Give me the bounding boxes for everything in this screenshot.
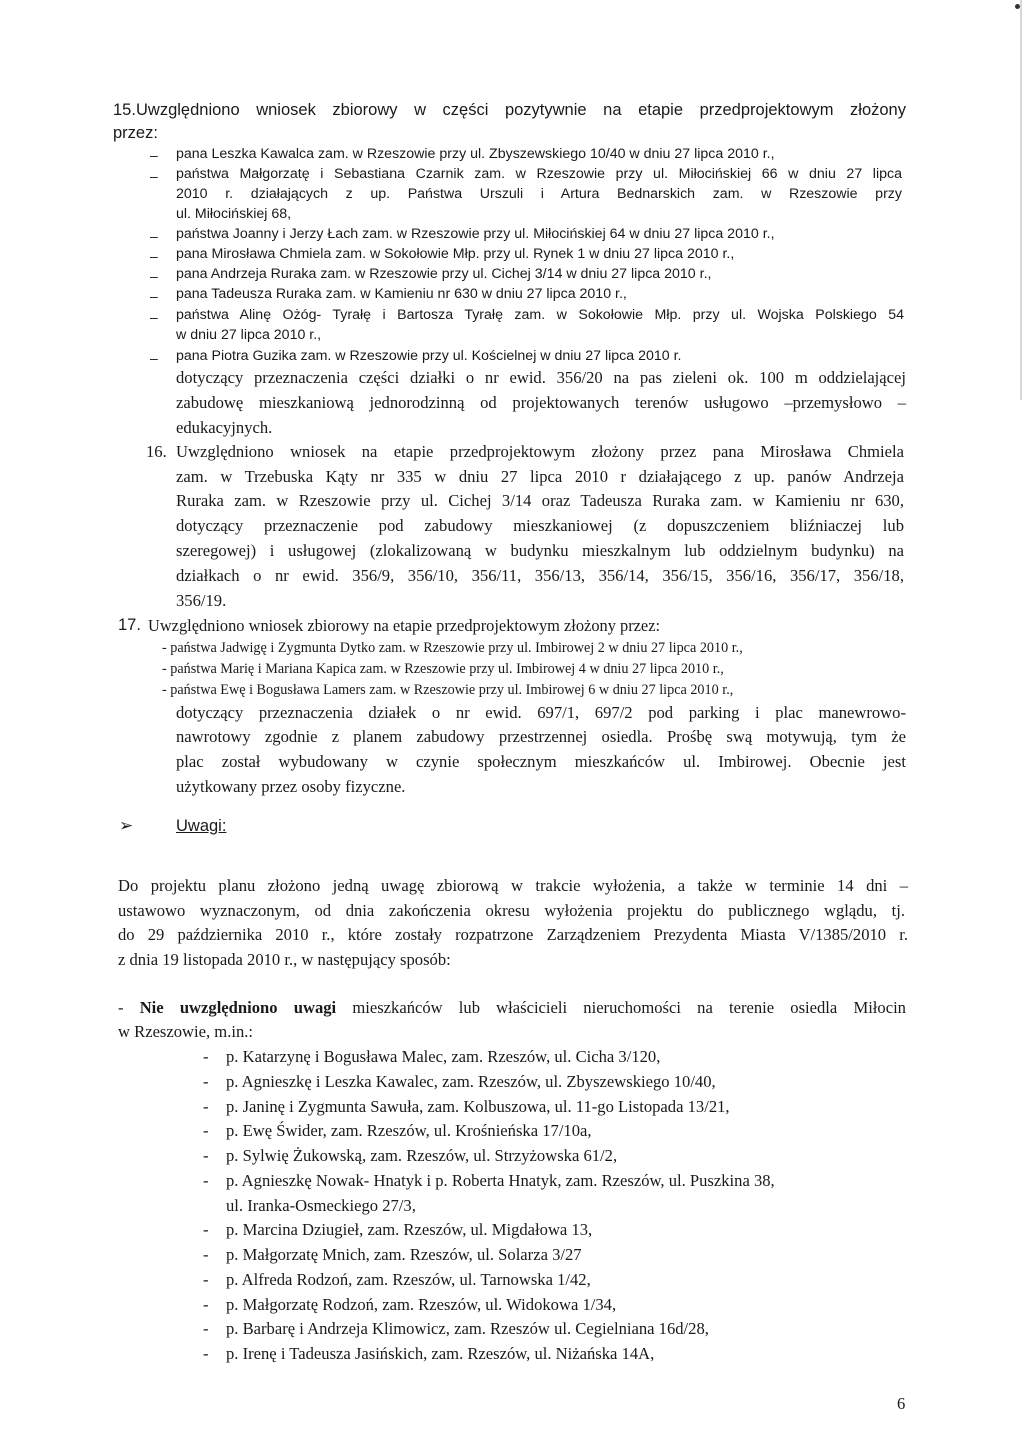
list-item-cont: ul. Miłocińskiej 68,: [176, 206, 292, 222]
list-dash: –: [150, 168, 158, 184]
list-dash: –: [150, 147, 158, 163]
intro-line: do 29 października 2010 r., które zostały rozpatrzone Zarządzeniem Prezydenta Miasta V/1385/2010 r.: [118, 925, 908, 944]
list-item: - państwa Marię i Mariana Kapica zam. w Rzeszowie przy ul. Imbirowej 4 w dniu 27 lipca 2010 r.,: [162, 661, 724, 677]
person-item: p. Agnieszkę Nowak- Hnatyk i p. Roberta Hnatyk, zam. Rzeszów, ul. Puszkina 38,: [226, 1171, 775, 1190]
rejection-bold: Nie uwzględniono uwagi: [139, 998, 337, 1017]
rejection-statement: [118, 998, 906, 1018]
section-17-heading: Uwzględniono wniosek zbiorowy na etapie przedprojektowym złożony przez:: [148, 616, 661, 635]
person-item: p. Janinę i Zygmunta Sawuła, zam. Kolbuszowa, ul. 11-go Listopada 13/21,: [226, 1097, 730, 1116]
person-item: p. Katarzynę i Bogusława Malec, zam. Rzeszów, ul. Cicha 3/120,: [226, 1047, 661, 1066]
section-17-conclusion: użytkowany przez osoby fizyczne.: [176, 777, 406, 796]
page-number: 6: [897, 1394, 906, 1413]
section-15-heading: Uwzględniono wniosek zbiorowy w części pozytywnie na etapie przedprojektowym złożony: [136, 101, 906, 119]
list-dash: -: [203, 1270, 209, 1289]
section-17-conclusion: dotyczący przeznaczenia działek o nr ewid. 697/1, 697/2 pod parking i plac manewrowo-: [176, 703, 906, 722]
section-15-number: 15.: [113, 101, 136, 119]
section-16-line: 356/19.: [176, 591, 227, 610]
person-item: p. Ewę Świder, zam. Rzeszów, ul. Krośnieńska 17/10a,: [226, 1121, 592, 1140]
list-dash: -: [203, 1171, 209, 1190]
list-dash: –: [150, 350, 158, 366]
list-dash: –: [150, 268, 158, 284]
list-dash: -: [203, 1245, 209, 1264]
person-item: p. Barbarę i Andrzeja Klimowicz, zam. Rzeszów ul. Cegielniana 16d/28,: [226, 1319, 709, 1338]
section-15-conclusion: dotyczący przeznaczenia części działki o nr ewid. 356/20 na pas zieleni ok. 100 m oddzielającej: [176, 368, 906, 387]
section-15-conclusion: edukacyjnych.: [176, 418, 273, 437]
section-16-number: 16.: [146, 442, 167, 461]
list-dash: –: [150, 309, 158, 325]
list-dash: -: [203, 1146, 209, 1165]
list-dash: -: [203, 1319, 209, 1338]
section-16-line: dotyczący przeznaczenie pod zabudowy mieszkaniowej (z dopuszczeniem bliźniaczej lub: [176, 516, 904, 535]
person-item: p. Marcina Dziugieł, zam. Rzeszów, ul. Migdałowa 13,: [226, 1220, 593, 1239]
section-16-line: działkach o nr ewid. 356/9, 356/10, 356/11, 356/13, 356/14, 356/15, 356/16, 356/17, 356/18,: [176, 566, 904, 585]
list-dash: –: [150, 288, 158, 304]
list-dash: -: [203, 1344, 209, 1363]
list-dash: -: [203, 1072, 209, 1091]
list-dash: -: [203, 1295, 209, 1314]
list-item: pana Andrzeja Ruraka zam. w Rzeszowie przy ul. Cichej 3/14 w dniu 27 lipca 2010 r.,: [176, 266, 712, 282]
person-item: p. Małgorzatę Rodzoń, zam. Rzeszów, ul. Widokowa 1/34,: [226, 1295, 617, 1314]
person-item: p. Agnieszkę i Leszka Kawalec, zam. Rzeszów, ul. Zbyszewskiego 10/40,: [226, 1072, 716, 1091]
rejection-rest: mieszkańców lub właścicieli nieruchomości na terenie osiedla Miłocin: [336, 998, 906, 1017]
section-16-line: Ruraka zam. w Rzeszowie przy ul. Cichej 3/14 oraz Tadeusza Ruraka zam. w Kamieniu nr 630,: [176, 491, 904, 510]
list-dash: -: [203, 1097, 209, 1116]
person-item: p. Sylwię Żukowską, zam. Rzeszów, ul. Strzyżowska 61/2,: [226, 1146, 618, 1165]
list-item-cont: 2010 r. działających z up. Państwa Urszuli i Artura Bednarskich zam. w Rzeszowie przy: [176, 186, 902, 202]
arrow-bullet-icon: ➢: [119, 816, 134, 835]
list-item: - państwa Ewę i Bogusława Lamers zam. w Rzeszowie przy ul. Imbirowej 6 w dniu 27 lipca 2010 r.,: [162, 682, 734, 698]
scan-mark: [1015, 4, 1020, 9]
section-17-conclusion: nawrotowy zgodnie z planem zabudowy przestrzennej osiedla. Prośbę swą motywują, tym że: [176, 727, 906, 746]
person-item-cont: ul. Iranka-Osmeckiego 27/3,: [226, 1196, 416, 1215]
section-16-line: zam. w Trzebuska Kąty nr 335 w dniu 27 lipca 2010 r działającego z up. panów Andrzeja: [176, 467, 904, 486]
uwagi-heading: Uwagi:: [176, 817, 227, 835]
intro-line: z dnia 19 listopada 2010 r., w następujący sposób:: [118, 950, 451, 969]
list-item: pana Leszka Kawalca zam. w Rzeszowie przy ul. Zbyszewskiego 10/40 w dniu 27 lipca 2010 r.,: [176, 146, 775, 162]
intro-line: ustawowo wyznaczonym, od dnia zakończenia okresu wyłożenia projektu do publicznego wglądu, tj.: [118, 901, 905, 920]
section-15-heading-cont: przez:: [113, 124, 158, 142]
list-dash: -: [203, 1220, 209, 1239]
scan-edge: [1020, 0, 1022, 400]
section-15-conclusion: zabudowę mieszkaniową jednorodzinną od projektowanych terenów usługowo –przemysłowo –: [176, 393, 906, 412]
list-dash: –: [150, 248, 158, 264]
list-item: państwa Alinę Ożóg- Tyrałę i Bartosza Tyrałę zam. w Sokołowie Młp. przy ul. Wojska Polskiego 54: [176, 307, 904, 323]
person-item: p. Małgorzatę Mnich, zam. Rzeszów, ul. Solarza 3/27: [226, 1245, 582, 1264]
list-dash: –: [150, 228, 158, 244]
section-17-conclusion: plac został wybudowany w czynie społecznym mieszkańców ul. Imbirowej. Obecnie jest: [176, 752, 906, 771]
person-item: p. Irenę i Tadeusza Jasińskich, zam. Rzeszów, ul. Niżańska 14A,: [226, 1344, 655, 1363]
rejection-prefix: -: [118, 998, 140, 1017]
list-item: państwa Małgorzatę i Sebastiana Czarnik zam. w Rzeszowie przy ul. Miłocińskiej 66 w dniu 27 lipca: [176, 166, 902, 182]
rejection-statement-cont: w Rzeszowie, m.in.:: [118, 1022, 254, 1041]
section-16-line: szeregowej) i usługowej (zlokalizowaną w budynku mieszkalnym lub oddzielnym budynku) na: [176, 541, 904, 560]
list-item: państwa Joanny i Jerzy Łach zam. w Rzeszowie przy ul. Miłocińskiej 64 w dniu 27 lipca 2010 r.,: [176, 226, 775, 242]
list-dash: -: [203, 1047, 209, 1066]
list-item: pana Piotra Guzika zam. w Rzeszowie przy ul. Kościelnej w dniu 27 lipca 2010 r.: [176, 348, 682, 364]
list-item-cont: w dniu 27 lipca 2010 r.,: [176, 327, 322, 343]
list-item: - państwa Jadwigę i Zygmunta Dytko zam. w Rzeszowie przy ul. Imbirowej 2 w dniu 27 lipca 2010 r.,: [162, 640, 743, 656]
section-16-line: Uwzględniono wniosek na etapie przedprojektowym złożony przez pana Mirosława Chmiela: [176, 442, 904, 461]
section-17-number: 17.: [118, 616, 141, 634]
list-item: pana Tadeusza Ruraka zam. w Kamieniu nr 630 w dniu 27 lipca 2010 r.,: [176, 286, 627, 302]
list-dash: -: [203, 1121, 209, 1140]
list-item: pana Mirosława Chmiela zam. w Sokołowie Młp. przy ul. Rynek 1 w dniu 27 lipca 2010 r.,: [176, 246, 735, 262]
person-item: p. Alfreda Rodzoń, zam. Rzeszów, ul. Tarnowska 1/42,: [226, 1270, 591, 1289]
intro-line: Do projektu planu złożono jedną uwagę zbiorową w trakcie wyłożenia, a także w terminie 14 dni –: [118, 876, 908, 895]
